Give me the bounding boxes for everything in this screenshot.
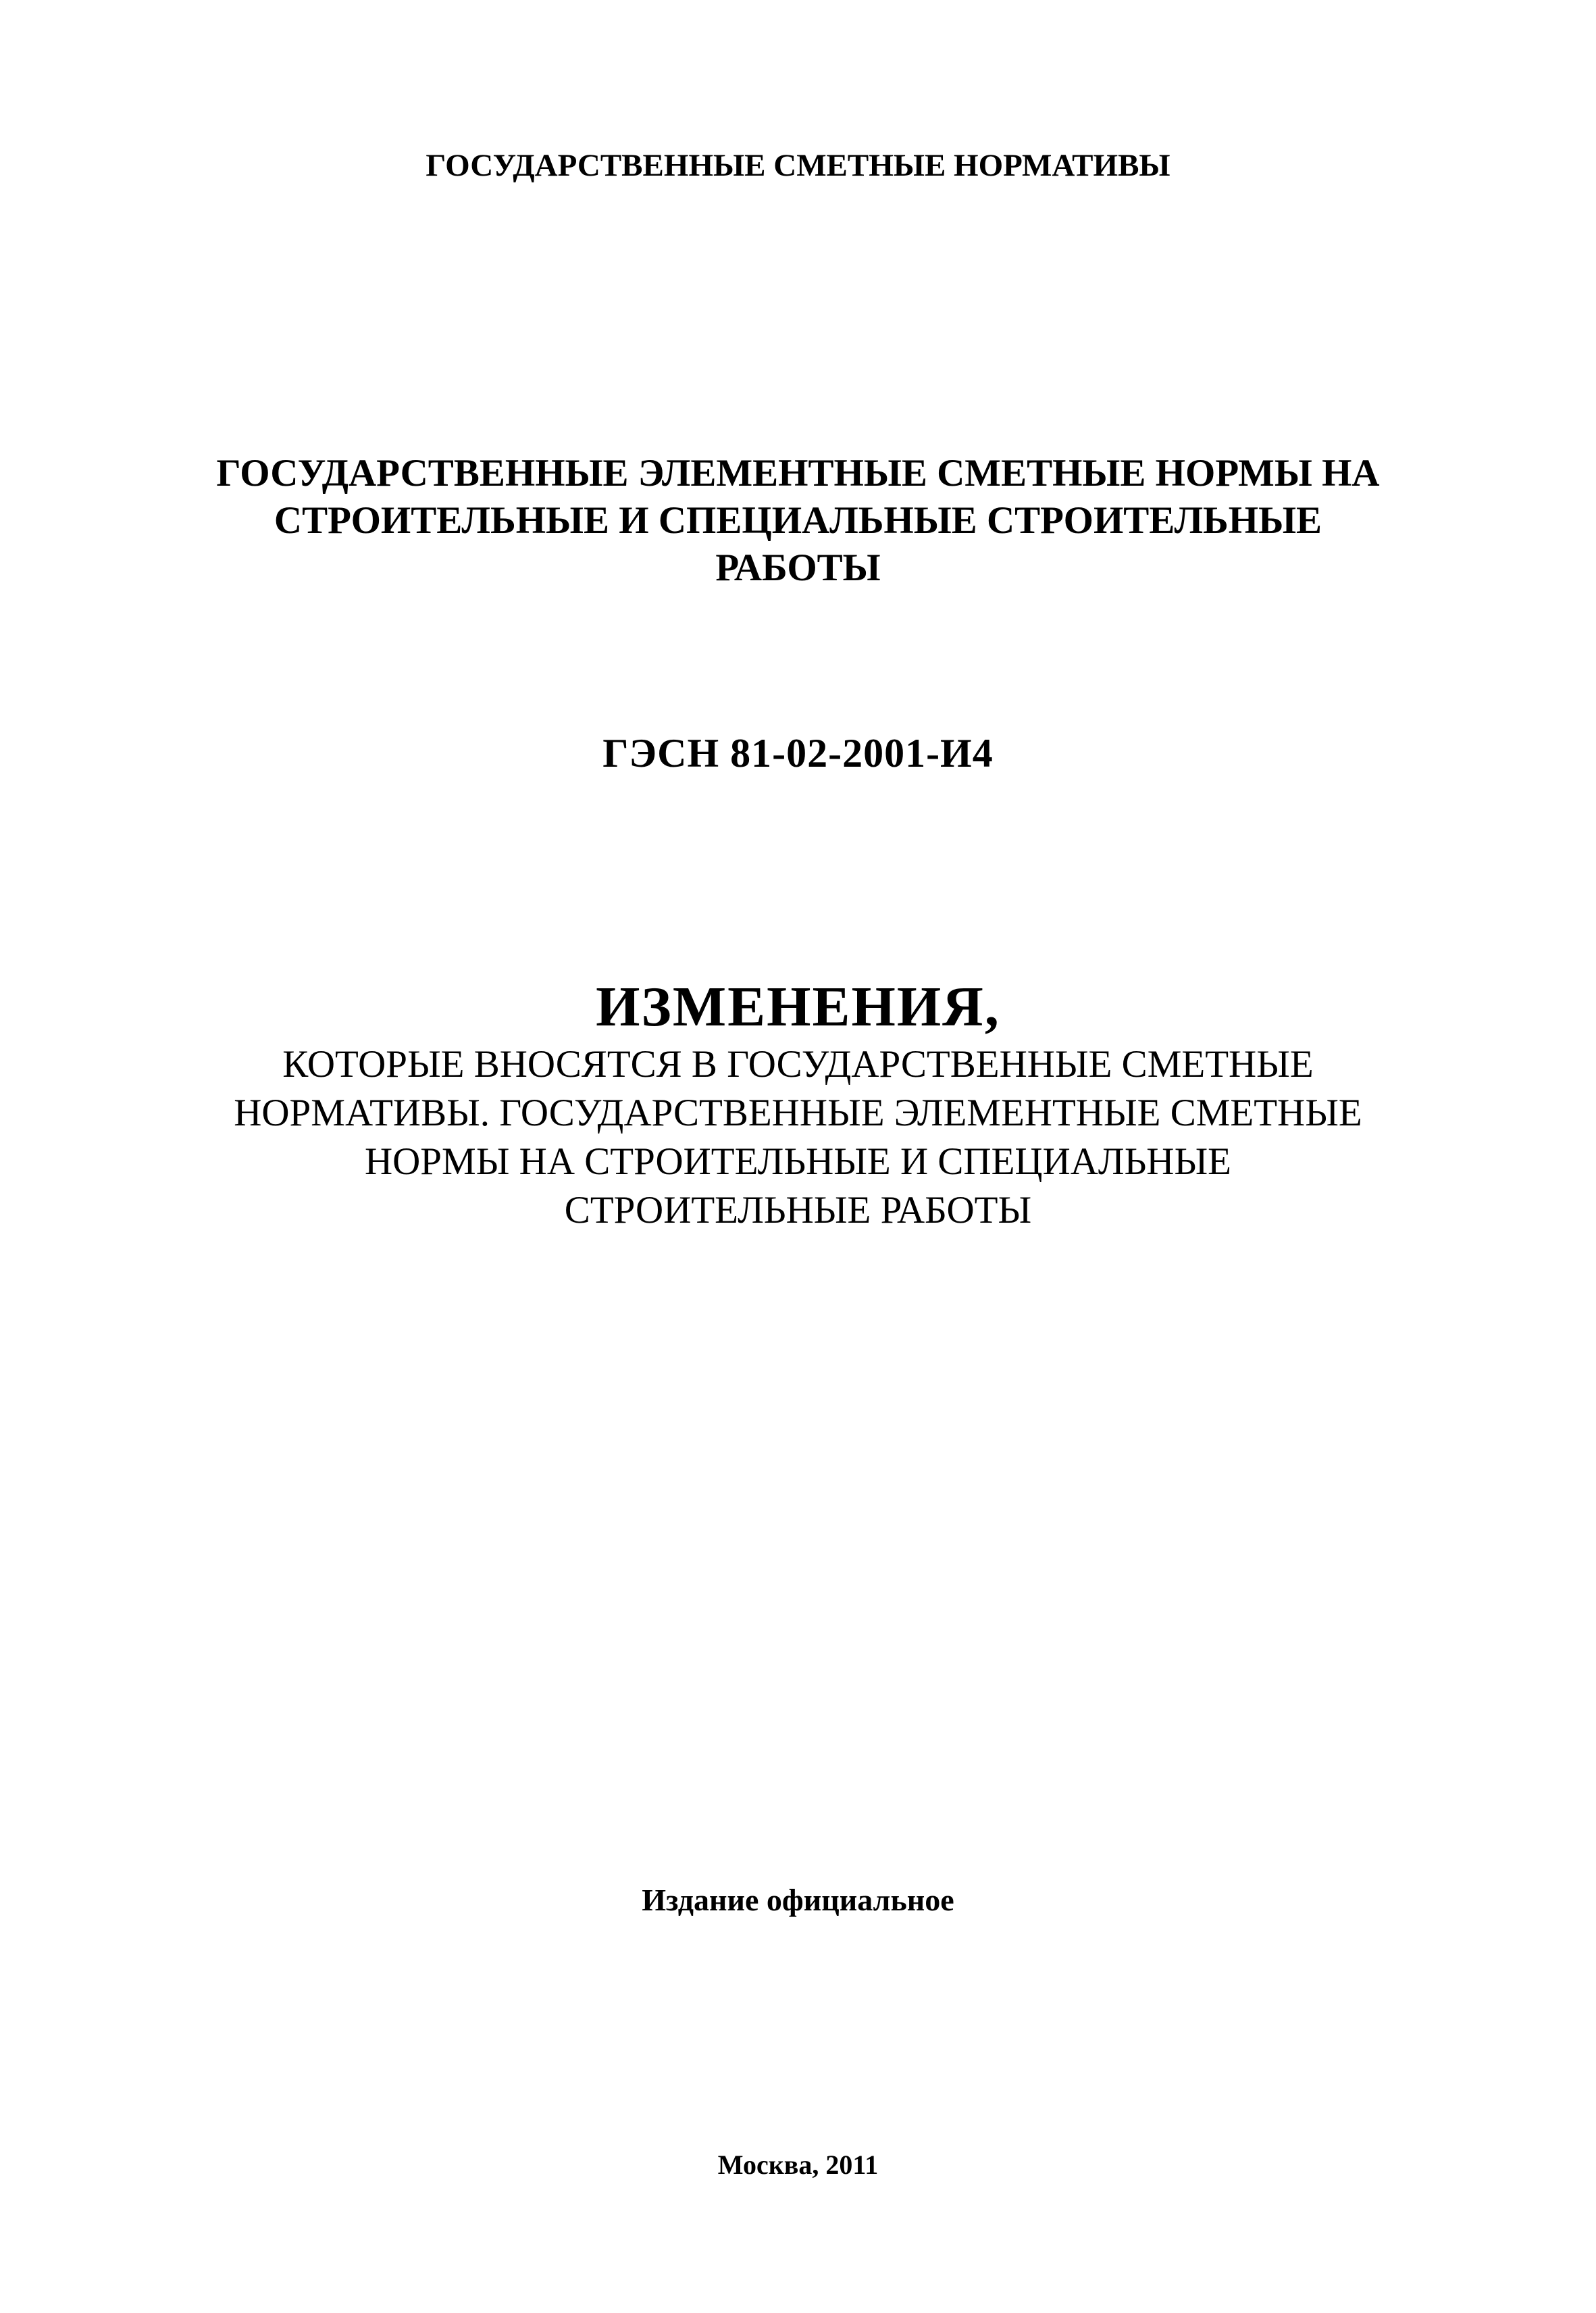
publication-city-year: Москва, 2011 <box>717 2150 879 2180</box>
changes-description <box>0 1040 1596 1235</box>
document-title-line-2: СТРОИТЕЛЬНЫЕ И СПЕЦИАЛЬНЫЕ СТРОИТЕЛЬНЫЕ <box>274 499 1322 542</box>
document-code: ГЭСН 81-02-2001-И4 <box>602 731 994 776</box>
changes-heading: ИЗМЕНЕНИЯ, <box>596 975 1000 1038</box>
changes-description-line-3: НОРМЫ НА СТРОИТЕЛЬНЫЕ И СПЕЦИАЛЬНЫЕ <box>364 1140 1231 1183</box>
changes-description-line-1: КОТОРЫЕ ВНОСЯТСЯ В ГОСУДАРСТВЕННЫЕ СМЕТНЫЕ <box>282 1043 1314 1086</box>
document-title-line-3: РАБОТЫ <box>715 547 881 589</box>
edition-label: Издание официальное <box>642 1883 954 1917</box>
document-title <box>0 450 1596 592</box>
changes-description-line-4: СТРОИТЕЛЬНЫЕ РАБОТЫ <box>564 1189 1032 1231</box>
document-title-line-1: ГОСУДАРСТВЕННЫЕ ЭЛЕМЕНТНЫЕ СМЕТНЫЕ НОРМЫ НА <box>216 452 1380 494</box>
changes-description-line-2: НОРМАТИВЫ. ГОСУДАРСТВЕННЫЕ ЭЛЕМЕНТНЫЕ СМЕТНЫЕ <box>234 1092 1362 1134</box>
document-series-header: ГОСУДАРСТВЕННЫЕ СМЕТНЫЕ НОРМАТИВЫ <box>426 148 1170 183</box>
